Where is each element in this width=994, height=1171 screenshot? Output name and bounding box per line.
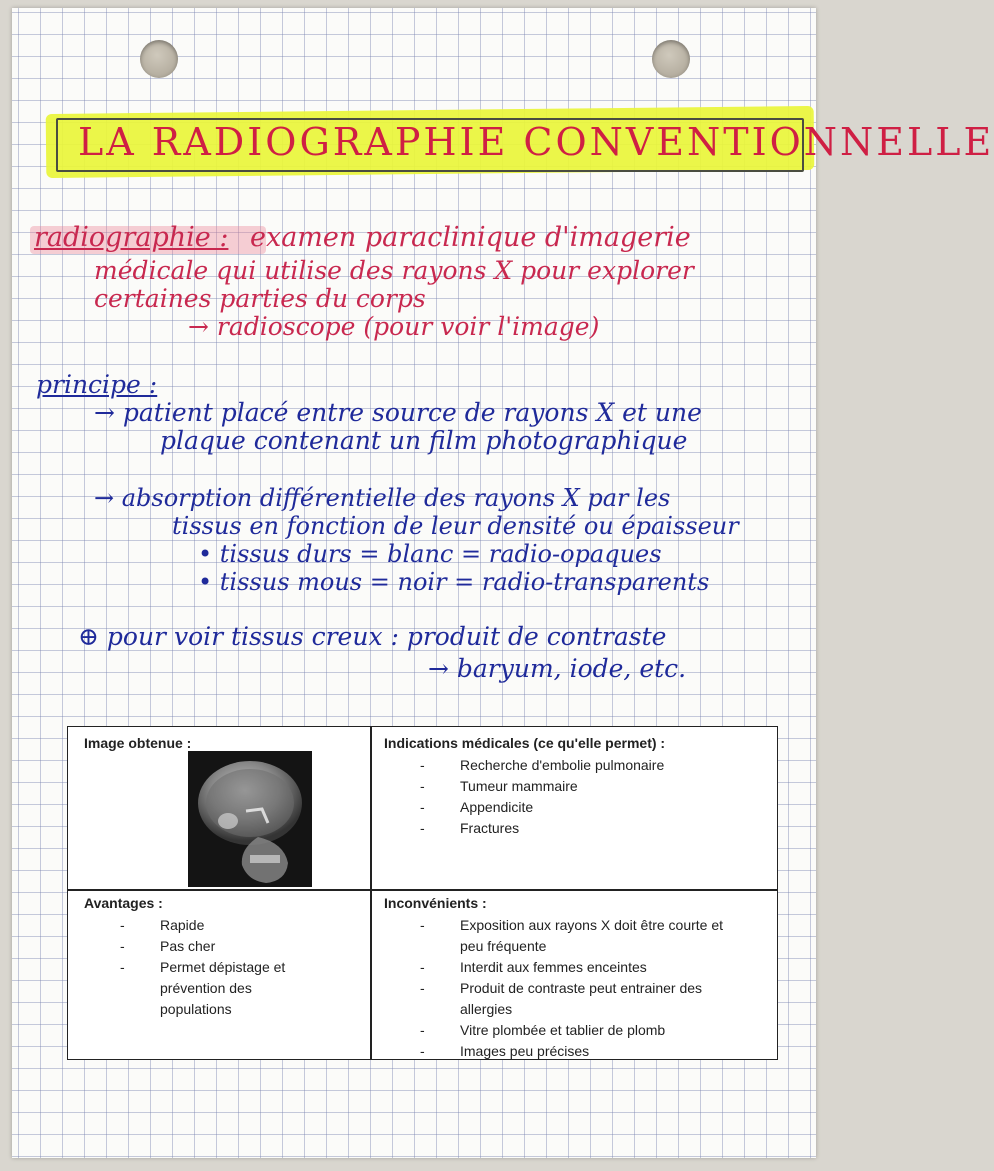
principe-line-3: → absorption différentielle des rayons X par les [94, 484, 671, 512]
list-item: - Permet dépistage et prévention des populations [120, 957, 320, 1020]
indications-list [420, 755, 770, 839]
principe-line-1: → patient placé entre source de rayons X et une [94, 398, 702, 427]
table-divider-horizontal [68, 889, 777, 891]
principe-line-2: plaque contenant un film photographique [160, 426, 688, 455]
contrast-line-1: ⊕ pour voir tissus creux : produit de contraste [78, 622, 667, 651]
principe-line-4: tissus en fonction de leur densité ou épaisseur [172, 512, 739, 540]
list-item: - Exposition aux rayons X doit être courte et peu fréquente [420, 915, 750, 957]
definition-line-4: → radioscope (pour voir l'image) [188, 312, 600, 341]
inconvenients-list [420, 915, 750, 1062]
definition-line-2: médicale qui utilise des rayons X pour explorer [94, 256, 694, 285]
image-cell-title: Image obtenue : [84, 735, 192, 751]
definition-line-1: examen paraclinique d'imagerie [250, 222, 691, 253]
list-item: - Rapide [120, 915, 320, 936]
definition-line-3: certaines parties du corps [94, 284, 426, 313]
principe-heading: principe : [36, 370, 158, 399]
avantages-cell-title: Avantages : [84, 895, 163, 911]
avantages-list [120, 915, 320, 1020]
bullet-hard-tissue: • tissus durs = blanc = radio-opaques [198, 540, 662, 568]
list-item: - Produit de contraste peut entrainer des allergies [420, 978, 750, 1020]
list-item: - Recherche d'embolie pulmonaire [420, 755, 770, 776]
xray-skull-image [188, 751, 312, 887]
bullet-soft-tissue: • tissus mous = noir = radio-transparents [198, 568, 710, 596]
definition-term: radiographie : [34, 222, 229, 253]
indications-cell-title: Indications médicales (ce qu'elle permet) : [384, 735, 666, 751]
punch-hole-left [140, 40, 178, 78]
list-item: - Tumeur mammaire [420, 776, 770, 797]
contrast-line-2: → baryum, iode, etc. [428, 654, 687, 683]
punch-hole-right [652, 40, 690, 78]
list-item: - Images peu précises [420, 1041, 750, 1062]
list-item: - Interdit aux femmes enceintes [420, 957, 750, 978]
list-item: - Vitre plombée et tablier de plomb [420, 1020, 750, 1041]
summary-table [67, 726, 778, 1060]
list-item: - Fractures [420, 818, 770, 839]
list-item: - Pas cher [120, 936, 320, 957]
inconvenients-cell-title: Inconvénients : [384, 895, 487, 911]
page-title: LA RADIOGRAPHIE CONVENTIONNELLE [78, 120, 994, 164]
list-item: - Appendicite [420, 797, 770, 818]
table-divider-vertical [370, 727, 372, 1059]
